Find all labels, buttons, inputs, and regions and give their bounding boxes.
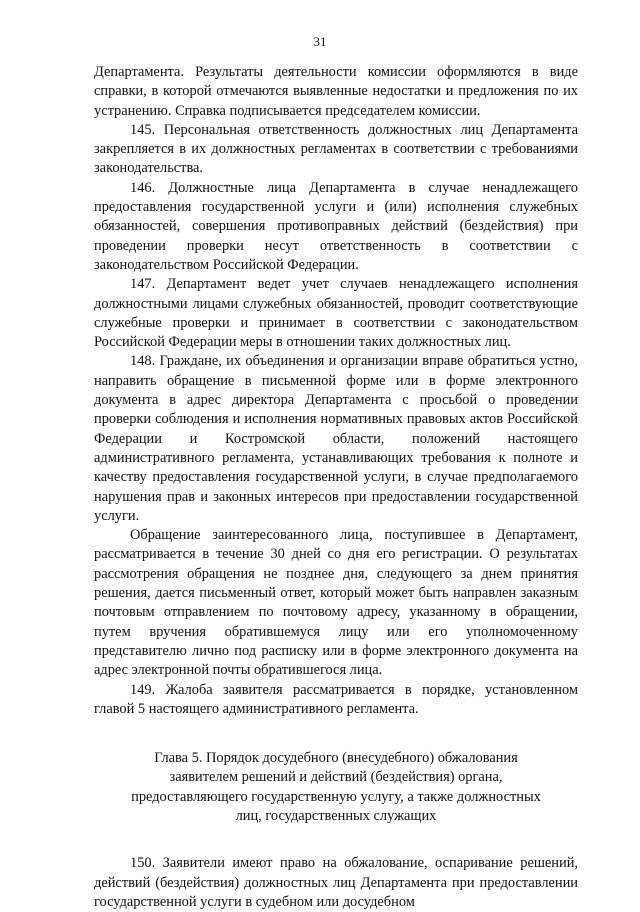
paragraph-continuation: Департамента. Результаты деятельности комиссии оформляются в виде справки, в которой отмечаются выявленные недостатки и предложения по их устранению. Справка подписывается председателем комиссии. xyxy=(94,64,578,119)
paragraph-148-appeal: Обращение заинтересованного лица, поступившее в Департамент, рассматривается в течение 30 дней со дня его регистрации. О результатах рассмотрения обращения не позднее дня, следующего за днем принятия решения, дается письменный ответ, который может быть направлен заказным почтовым отправлением по почтовому адресу, указанному в обращении, путем вручения обратившемуся лицу или его уполномоченному представителю лично под расписку или в форме электронного документа на адрес электронной почты обратившегося лица. xyxy=(94,527,578,679)
document-body xyxy=(94,63,578,912)
paragraph-147: 147. Департамент ведет учет случаев ненадлежащего исполнения должностными лицами служебных обязанностей, проводит соответствующие служебные проверки и принимает в соответствии с законодательством Российской Федерации меры в отношении таких должностных лиц. xyxy=(94,276,578,351)
chapter-heading: Глава 5. Порядок досудебного (внесудебного) обжалования заявителем решений и действий (бездействия) органа, предоставляющего государственную услугу, а также должностных лиц, государственных служащих xyxy=(131,750,541,824)
paragraph-150: 150. Заявители имеют право на обжалование, оспаривание решений, действий (бездействия) должностных лиц Департамента при предоставлении государственной услуги в судебном или досудебном xyxy=(94,855,578,910)
paragraph-149: 149. Жалоба заявителя рассматривается в порядке, установленном главой 5 настоящего административного регламента. xyxy=(94,681,578,717)
paragraph-145: 145. Персональная ответственность должностных лиц Департамента закрепляется в их должностных регламентах в соответствии с требованиями законодательства. xyxy=(94,121,578,177)
paragraph-146: 146. Должностные лица Департамента в случае ненадлежащего предоставления государственной услуги и (или) исполнения служебных обязанностей, совершения противоправных действий (бездействия) при проведении проверки несут ответственность в соответствии с законодательством Российской Федерации. xyxy=(94,179,578,273)
paragraph-148: 148. Граждане, их объединения и организации вправе обратиться устно, направить обращение в письменной форме или в форме электронного документа в адрес директора Департамента с просьбой о проведении проверки соблюдения и исполнения нормативных правовых актов Российской Федерации и Костромской области, положений настоящего административного регламента, устанавливающих требования к полноте и качеству предоставления государственной услуги, в случае предполагаемого нарушения прав и законных интересов при предоставлении государственной услуги. xyxy=(94,353,578,524)
page-number: 31 xyxy=(313,34,327,49)
